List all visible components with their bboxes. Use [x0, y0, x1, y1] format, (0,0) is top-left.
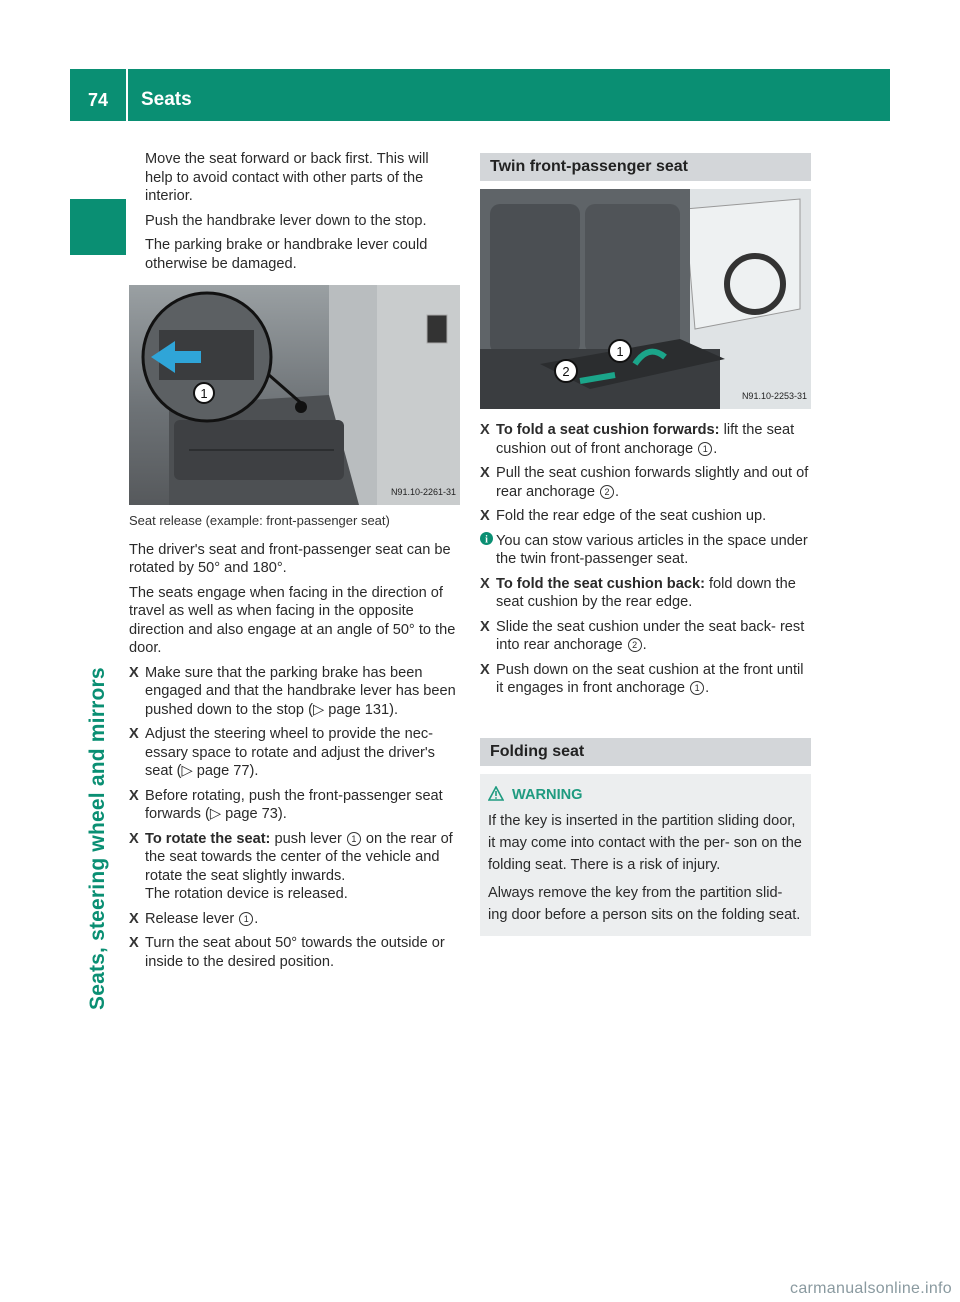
bullet-marker: X: [129, 910, 139, 927]
warning-header: [488, 784, 803, 806]
bullet-marker: X: [480, 465, 490, 481]
intro-text: The parking brake or handbrake lever could otherwise be damaged.: [145, 237, 428, 272]
instruction-text: .: [705, 680, 710, 696]
instruction-lead: To rotate the seat:: [145, 830, 271, 847]
bullet-marker: X: [480, 661, 490, 678]
instruction-text: Push down on the seat cushion at the front until it engages in front anchorage: [496, 661, 804, 696]
page-header: [70, 69, 890, 121]
instruction-text: fold down the seat cushion by the rear edge.: [496, 575, 796, 610]
instruction-text: on the rear of the seat towards the center of the vehicle and rotate the seat slightly inwards.: [145, 830, 453, 884]
bullet-marker: X: [129, 935, 139, 951]
bullet-marker: X: [129, 830, 139, 847]
bullet-marker: X: [480, 575, 490, 592]
instruction-item: [480, 661, 811, 698]
instruction-text: .: [713, 440, 718, 457]
section-heading: Folding seat: [480, 738, 811, 766]
instruction-text: Make sure that the parking brake has been engaged and that the handbrake lever has been pushed down to the stop (▷ page 131).: [145, 664, 456, 718]
instruction-item: [480, 575, 811, 612]
side-tab-marker: [70, 199, 126, 255]
instruction-item: [480, 618, 811, 655]
callout-1-icon: 1: [690, 681, 704, 695]
bullet-marker: X: [480, 618, 490, 635]
watermark: carmanualsonline.info: [790, 1280, 952, 1297]
instruction-text: Turn the seat about 50° towards the outside or inside to the desired position.: [145, 935, 445, 970]
bullet-marker: X: [129, 726, 139, 742]
figure-code: N91.10-2261-31: [390, 486, 456, 497]
instruction-item: [129, 830, 460, 904]
left-column: [129, 150, 460, 977]
instruction-text: Release lever: [145, 910, 239, 927]
svg-text:2: 2: [562, 364, 570, 379]
bullet-marker: X: [480, 422, 490, 438]
warning-triangle-icon: [488, 786, 504, 801]
info-text: You can stow various articles in the space under the twin front-passenger seat.: [496, 532, 808, 567]
header-divider: [126, 69, 128, 121]
intro-text: Move the seat forward or back first. This will help to avoid contact with other parts of the interior.: [145, 151, 429, 204]
body-paragraph: The driver's seat and front-passenger seat can be rotated by 50° and 180°.: [129, 541, 451, 576]
svg-text:1: 1: [616, 344, 624, 359]
bullet-marker: X: [129, 664, 139, 681]
instruction-text: .: [642, 637, 647, 653]
warning-title: WARNING: [512, 786, 583, 803]
instruction-text: Slide the seat cushion under the seat back- rest into rear anchorage: [496, 618, 805, 653]
info-glyph: i: [485, 534, 488, 545]
side-tab-label: Seats, steering wheel and mirrors: [86, 667, 109, 1010]
callout-1-icon: 1: [239, 912, 253, 926]
callout-1-icon: 1: [698, 442, 712, 456]
info-icon: [480, 532, 493, 551]
instruction-item: [480, 464, 811, 501]
instruction-text: Adjust the steering wheel to provide the nec- essary space to rotate and adjust the driver's seat (▷ page 77).: [145, 726, 435, 779]
instruction-item: [129, 664, 460, 720]
instruction-text: .: [254, 910, 259, 927]
instruction-item: [480, 507, 811, 526]
instruction-text: .: [615, 483, 620, 500]
bullet-marker: X: [129, 787, 139, 804]
right-column: [480, 153, 811, 936]
page-number: 74: [87, 90, 109, 110]
callout-2-icon: 2: [628, 638, 642, 652]
instruction-item: [129, 934, 460, 971]
bullet-marker: X: [480, 508, 490, 524]
instruction-text: Pull the seat cushion forwards slightly and out of rear anchorage: [496, 465, 809, 500]
section-title: Seats: [141, 89, 192, 110]
callout-1-icon: 1: [347, 832, 361, 846]
instruction-lead: To fold a seat cushion forwards:: [496, 422, 720, 438]
section-heading: Twin front-passenger seat: [480, 153, 811, 181]
info-note: [480, 532, 811, 569]
instruction-lead: To fold the seat cushion back:: [496, 575, 705, 592]
instruction-text: lift the seat cushion out of front anchorage: [496, 422, 795, 457]
callout-2-icon: 2: [600, 485, 614, 499]
instruction-item: [129, 787, 460, 824]
twin-seat-image: [480, 189, 811, 409]
instruction-result: The rotation device is released.: [145, 886, 348, 902]
seat-release-image: [129, 285, 460, 505]
instruction-item: [129, 910, 460, 929]
body-paragraph: The seats engage when facing in the direction of travel as well as when facing in the opposite direction and also engage at an angle of 50° to the door.: [129, 584, 456, 656]
figure-caption: Seat release (example: front-passenger seat): [129, 513, 390, 528]
intro-text: Push the handbrake lever down to the stop.: [145, 212, 427, 229]
warning-box: [480, 774, 811, 936]
warning-text: If the key is inserted in the partition sliding door, it may come into contact with the per- son on the folding seat. There is a risk of injury.: [488, 812, 802, 873]
instruction-item: [480, 421, 811, 458]
instruction-text: push lever: [270, 830, 346, 847]
instruction-item: [129, 725, 460, 781]
instruction-text: Before rotating, push the front-passenger seat forwards (▷ page 73).: [145, 787, 443, 822]
svg-text:1: 1: [200, 386, 208, 401]
figure-code: N91.10-2253-31: [741, 390, 807, 401]
side-tab: [70, 123, 126, 1183]
warning-text: Always remove the key from the partition slid- ing door before a person sits on the folding seat.: [488, 884, 801, 923]
instruction-text: Fold the rear edge of the seat cushion up.: [496, 508, 767, 524]
